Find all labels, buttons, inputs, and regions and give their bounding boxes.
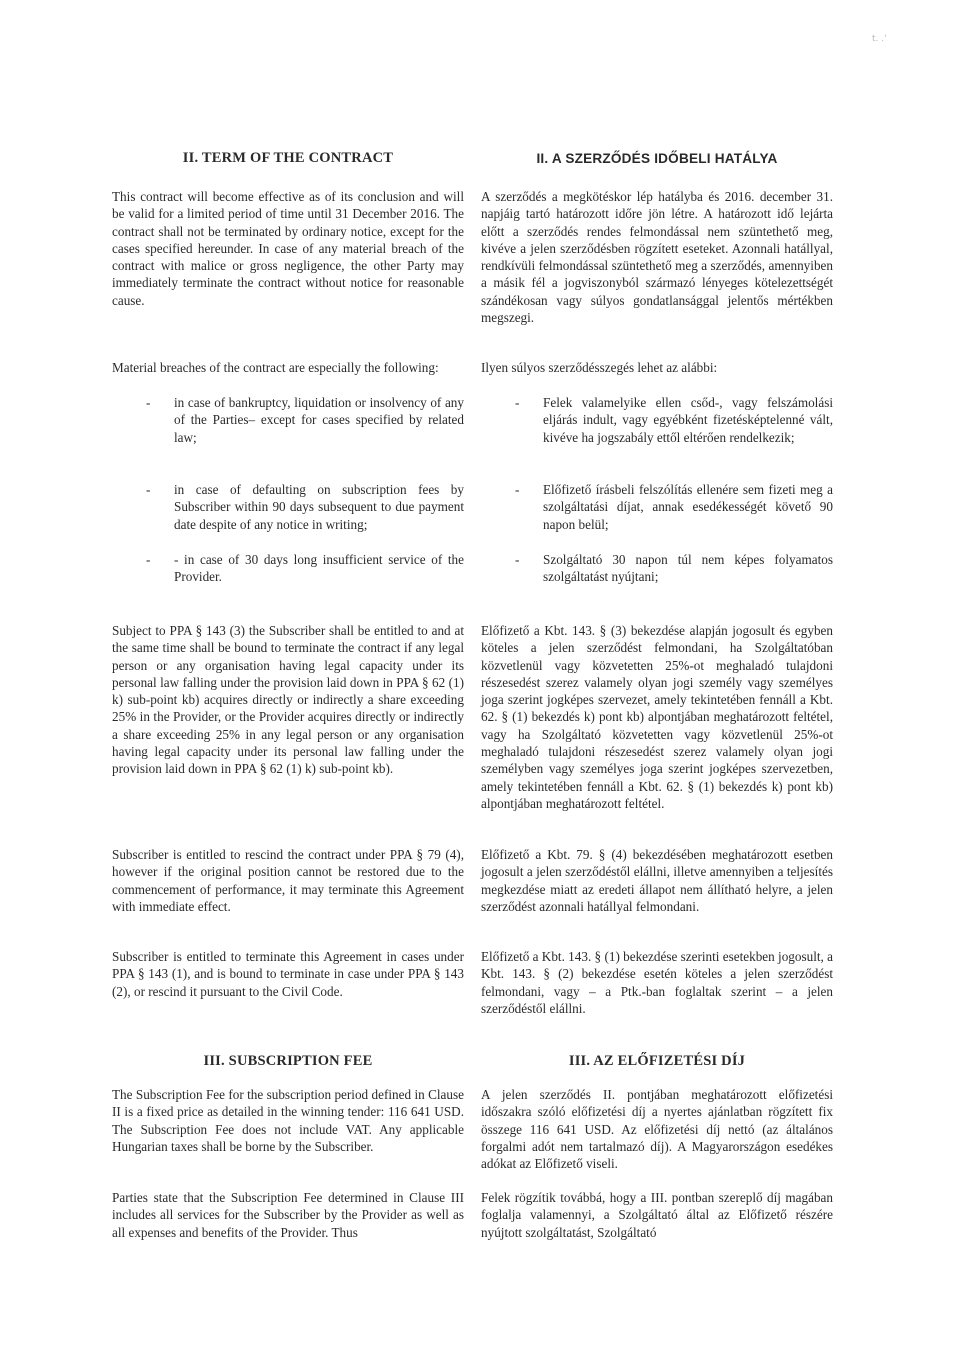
fee-paragraph-2-hu: Felek rögzítik továbbá, hogy a III. pontban szereplő díj magában foglalja valamennyi, a Szolgáltató által az Előfizető részére nyújtott szolgáltatást, Szolgáltató [481,1190,833,1240]
breaches-intro-en: Material breaches of the contract are especially the following: [112,360,439,375]
breach-text: - in case of 30 days long insufficient service of the Provider. [174,552,464,585]
heading-fee-hu: III. AZ ELŐFIZETÉSI DÍJ [568,1053,746,1069]
breach-text: Előfizető írásbeli felszólítás ellenére sem fizeti meg a szolgáltatási díjat, annak esedékességét követő 90 napon belül; [543,482,833,532]
term-paragraph-hu: A szerződés a megkötéskor lép hatályba és 2016. december 31. napjáig tartó határozott időre jön létre. A határozott idő lejárta előtt a szerződés rendes felmondással nem szüntethető meg, kivéve a jelen szerződésben rögzített eseteket. Azonnali hatállyal, rendkívüli felmondással szüntethető meg a szerződés, amennyiben a másik fél a jogviszonyból származó lényeges kötelezettségét szándékosan vagy súlyos gondatlansággal jelentős mértékben megszegi. [481,189,833,326]
fee-paragraph-2-en: Parties state that the Subscription Fee determined in Clause III includes all services for the Subscriber by the Provider as well as all expenses and benefits of the Provider. Thus [112,1190,464,1240]
rescind-paragraph-hu: Előfizető a Kbt. 79. § (4) bekezdésében meghatározott esetben jogosult a jelen szerződéstől elállni, illetve amennyiben a teljesítés megkezdése miatt az eredeti állapot nem állítható helyre, a jelen szerződést azonnali hatállyal felmondani. [481,847,833,914]
terminate-paragraph-hu: Előfizető a Kbt. 143. § (1) bekezdése szerinti esetekben jogosult, a Kbt. 143. § (2) bekezdése esetén köteles a jelen szerződést felmondani, vagy – a Ptk.-ban foglaltak szerint – a jelen szerződéstől elállni. [481,949,833,1016]
bullet-dash: - [146,395,151,410]
breaches-intro-hu: Ilyen súlyos szerződésszegés lehet az alábbi: [481,360,718,375]
ppa-paragraph-hu: Előfizető a Kbt. 143. § (3) bekezdése alapján jogosult és egyben köteles a jelen szerződést felmondani, ha Szolgáltatóban közvetlenül vagy közvetetten 25%-ot meghaladó tulajdoni részesedést szerez valamely olyan jogi személy vagy személyes joga szerint jogképes szervezet, amely tekintetében fennáll a Kbt. 62. § (1) bekezdés k) pont kb) alpontjában meghatározott feltétel, vagy ha Szolgáltató közvetetten vagy közvetlenül 25%-ot meghaladó tulajdoni részesedést szerez valamely olyan jogi személyben vagy személyes joga szerint jogképes szervezetben, amely tekintetében fennáll a Kbt. 62. § (1) bekezdés k) pont kb) alpontjában meghatározott feltétel. [481,623,833,811]
fee-paragraph-1-hu: A jelen szerződés II. pontjában meghatározott előfizetési időszakra szóló előfizetési díj a nyertes ajánlatban rögzített fix összege 116 641 USD. Az előfizetési díj nettó (az általános forgalmi adót nem tartalmazó díj). A Magyarországon esedékes adókat az Előfizető viseli. [481,1087,833,1172]
scan-mark: t. .' [872,34,887,44]
breach-item-hu-2 [481,481,833,541]
breach-text: in case of bankruptcy, liquidation or insolvency of any of the Parties– except for cases specified by related law; [174,395,464,445]
heading-fee-en: III. SUBSCRIPTION FEE [203,1053,373,1069]
rescind-paragraph-en: Subscriber is entitled to rescind the contract under PPA § 79 (4), however if the original position cannot be restored due to the commencement of performance, it may terminate this Agreement with immediate effect. [112,847,464,914]
bullet-dash: - [146,482,151,497]
fee-paragraph-1-en: The Subscription Fee for the subscription period defined in Clause II is a fixed price as detailed in the winning tender: 116 641 USD. The Subscription Fee does not include VAT. Any applicable Hungarian taxes shall be borne by the Subscriber. [112,1087,464,1154]
breach-item-en-2 [112,481,464,541]
ppa-paragraph-en: Subject to PPA § 143 (3) the Subscriber shall be entitled to and at the same time shall be bound to terminate the contract if any legal person or any organisation having legal capacity under its personal law falling under the provision laid down in PPA § 62 (1) k) sub-point kb) acquires directly or indirectly a share exceeding 25% in the Provider, or the Provider acquires directly or indirectly a share exceeding 25% in any legal person or any organisation having legal capacity under its personal law falling under the provision laid down in PPA § 62 (1) k) sub-point kb). [112,623,464,777]
bullet-dash: - [515,395,520,410]
term-paragraph-en: This contract will become effective as of its conclusion and will be valid for a limited period of time until 31 December 2016. The contract shall not be terminated by ordinary notice, except for the cases specified hereunder. In case of any material breach of the contract with malice or gross negligence, the other Party may immediately terminate the contract without notice for reasonable cause. [112,189,464,308]
bullet-dash: - [515,482,520,497]
breach-text: in case of defaulting on subscription fees by Subscriber within 90 days subsequent to due payment date despite of any notice in writing; [174,482,464,532]
bullet-dash: - [146,552,151,567]
terminate-paragraph-en: Subscriber is entitled to terminate this Agreement in cases under PPA § 143 (1), and is bound to terminate in case under PPA § 143 (2), or rescind it pursuant to the Civil Code. [112,949,464,999]
breach-item-hu-3 [481,551,833,591]
heading-term-hu: II. A SZERZŐDÉS IDŐBELI HATÁLYA [536,151,778,166]
breach-item-en-1 [112,394,464,454]
heading-term-en: II. TERM OF THE CONTRACT [182,150,394,166]
bullet-dash: - [515,552,520,567]
breach-text: Szolgáltató 30 napon túl nem képes folyamatos szolgáltatást nyújtani; [543,552,833,585]
breach-item-hu-1 [481,394,833,464]
breach-item-en-3 [112,551,464,591]
breach-text: Felek valamelyike ellen csőd-, vagy felszámolási eljárás indult, vagy egyébként fizetésképtelenné vált, kivéve ha jogszabály ettől eltérően rendelkezik; [543,395,833,445]
